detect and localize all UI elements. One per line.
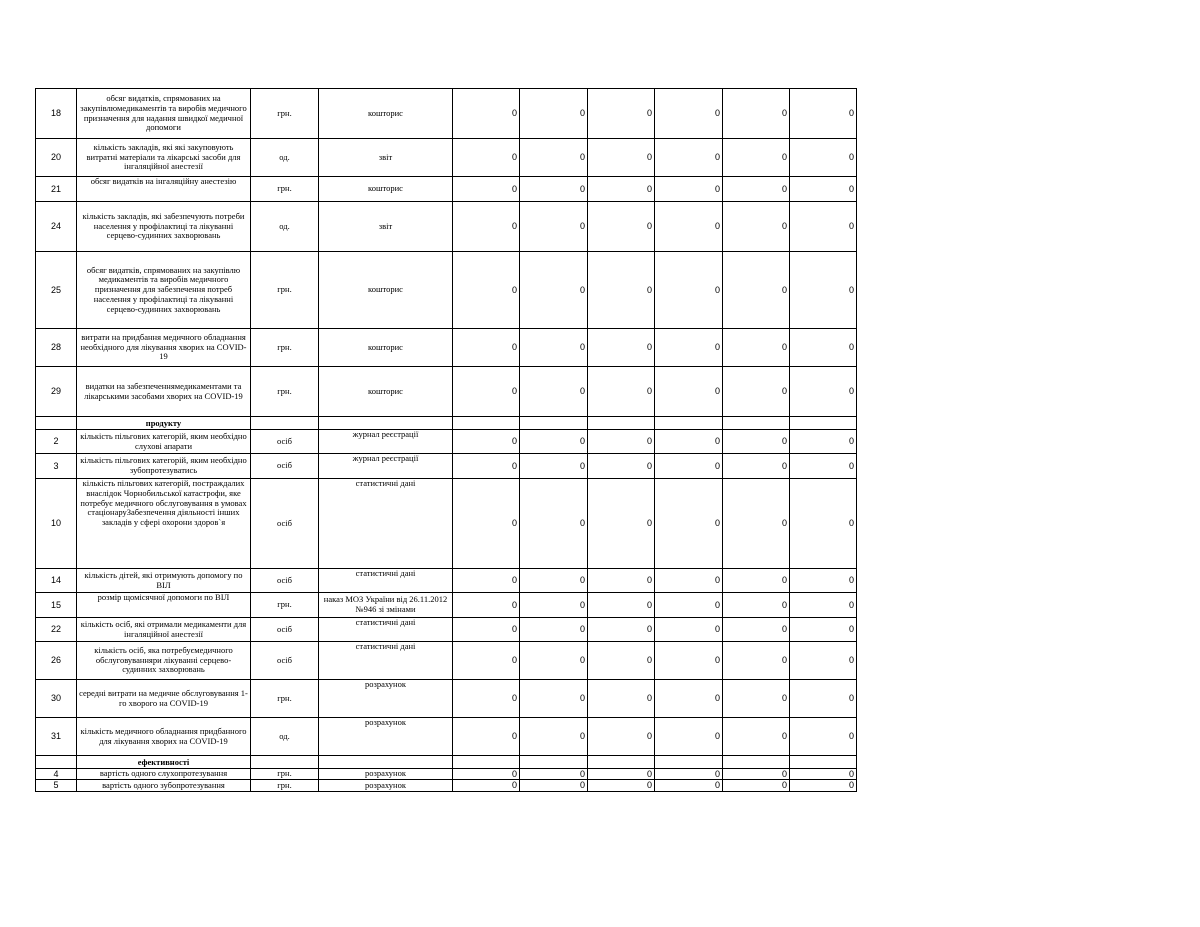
unit-cell: грн. (251, 367, 319, 417)
value-cell: 0 (520, 430, 588, 454)
value-cell: 0 (723, 329, 790, 367)
value-cell: 0 (655, 769, 723, 780)
value-cell: 0 (655, 430, 723, 454)
value-cell (588, 417, 655, 430)
table-row (36, 252, 857, 329)
source-cell (319, 417, 453, 430)
unit-cell: грн. (251, 252, 319, 329)
value-cell: 0 (453, 89, 520, 139)
unit-cell: осіб (251, 454, 319, 479)
table-row (36, 680, 857, 718)
value-cell: 0 (655, 642, 723, 680)
value-cell: 0 (655, 139, 723, 177)
indicator-name-cell: кількість осіб, яка потребуємедичного обслуговуванняри лікуванні серцево-судинних захворювань (77, 642, 251, 680)
value-cell: 0 (588, 780, 655, 791)
indicators-table-body (36, 89, 857, 792)
indicator-name-cell: кількість закладів, які які закуповують витратні матеріали та лікарські засоби для інгаляційної анестезії (77, 139, 251, 177)
value-cell: 0 (655, 177, 723, 202)
source-cell: наказ МОЗ України від 26.11.2012 №946 зі змінами (319, 593, 453, 618)
value-cell (655, 417, 723, 430)
value-cell: 0 (655, 680, 723, 718)
source-cell: кошторис (319, 329, 453, 367)
table-row (36, 202, 857, 252)
value-cell: 0 (790, 769, 857, 780)
row-number-cell: 30 (36, 680, 77, 718)
value-cell: 0 (453, 177, 520, 202)
value-cell: 0 (453, 139, 520, 177)
indicator-name-cell: кількість медичного обладнання придбанного для лікування хворих на COVID-19 (77, 718, 251, 756)
indicator-name-cell: обсяг видатків, спрямованих на закупівлюмедикаментів та виробів медичного призначення для надання швидкої медичної допомоги (77, 89, 251, 139)
value-cell: 0 (588, 139, 655, 177)
value-cell (723, 756, 790, 769)
value-cell: 0 (453, 680, 520, 718)
value-cell: 0 (790, 680, 857, 718)
unit-cell: грн. (251, 89, 319, 139)
value-cell: 0 (790, 202, 857, 252)
table-row (36, 593, 857, 618)
unit-cell: од. (251, 139, 319, 177)
value-cell: 0 (790, 642, 857, 680)
source-cell: звіт (319, 139, 453, 177)
value-cell: 0 (588, 177, 655, 202)
value-cell: 0 (453, 642, 520, 680)
table-row (36, 454, 857, 479)
source-cell: кошторис (319, 89, 453, 139)
value-cell (723, 417, 790, 430)
source-cell: розрахунок (319, 680, 453, 718)
indicator-name-cell: вартість одного слухопротезування (77, 769, 251, 780)
value-cell: 0 (453, 430, 520, 454)
value-cell: 0 (588, 479, 655, 569)
indicator-name-cell: обсяг видатків на інгаляційну анестезію (77, 177, 251, 202)
value-cell: 0 (520, 89, 588, 139)
value-cell (453, 756, 520, 769)
unit-cell: од. (251, 718, 319, 756)
value-cell (588, 756, 655, 769)
value-cell: 0 (520, 202, 588, 252)
value-cell: 0 (520, 780, 588, 791)
table-row (36, 89, 857, 139)
value-cell: 0 (655, 479, 723, 569)
value-cell: 0 (588, 202, 655, 252)
value-cell: 0 (588, 718, 655, 756)
value-cell: 0 (655, 718, 723, 756)
unit-cell: осіб (251, 642, 319, 680)
value-cell: 0 (453, 454, 520, 479)
indicator-name-cell: кількість пільгових категорій, постраждалих внаслідок Чорнобильської катастрофи, яке потребує медичного обслуговування в умовах стаціонаруЗабезпечення діяльності інших закладів у сфері охорони здоров`я (77, 479, 251, 569)
source-cell: звіт (319, 202, 453, 252)
section-title: продукту (77, 417, 251, 430)
value-cell (790, 756, 857, 769)
source-cell: кошторис (319, 367, 453, 417)
indicators-table (35, 88, 857, 792)
value-cell: 0 (655, 89, 723, 139)
value-cell: 0 (588, 329, 655, 367)
value-cell: 0 (588, 430, 655, 454)
value-cell: 0 (723, 769, 790, 780)
unit-cell: осіб (251, 569, 319, 593)
row-number-cell: 26 (36, 642, 77, 680)
value-cell (453, 417, 520, 430)
value-cell: 0 (520, 769, 588, 780)
row-number-cell: 10 (36, 479, 77, 569)
source-cell: статистичні дані (319, 569, 453, 593)
value-cell: 0 (790, 569, 857, 593)
value-cell: 0 (520, 593, 588, 618)
value-cell: 0 (453, 202, 520, 252)
section-header-row (36, 417, 857, 430)
indicator-name-cell: обсяг видатків, спрямованих на закупівлю медикаментів та виробів медичного призначення для забезпечення потреб населення у профілактиці та лікуванні серцево-судинних захворювань (77, 252, 251, 329)
value-cell: 0 (655, 367, 723, 417)
value-cell: 0 (790, 593, 857, 618)
indicator-name-cell: кількість пільгових категорій, яким необхідно слухові апарати (77, 430, 251, 454)
unit-cell (251, 417, 319, 430)
table-row (36, 430, 857, 454)
value-cell: 0 (723, 479, 790, 569)
source-cell (319, 756, 453, 769)
unit-cell (251, 756, 319, 769)
row-number-cell (36, 417, 77, 430)
value-cell: 0 (655, 252, 723, 329)
value-cell: 0 (588, 367, 655, 417)
row-number-cell: 21 (36, 177, 77, 202)
row-number-cell: 5 (36, 780, 77, 791)
row-number-cell: 25 (36, 252, 77, 329)
value-cell: 0 (453, 618, 520, 642)
table-row (36, 769, 857, 780)
value-cell: 0 (588, 593, 655, 618)
value-cell: 0 (453, 569, 520, 593)
value-cell: 0 (588, 454, 655, 479)
value-cell: 0 (520, 329, 588, 367)
value-cell: 0 (790, 252, 857, 329)
section-header-row (36, 756, 857, 769)
value-cell: 0 (655, 202, 723, 252)
value-cell: 0 (723, 430, 790, 454)
value-cell: 0 (520, 569, 588, 593)
value-cell: 0 (723, 202, 790, 252)
source-cell: статистичні дані (319, 479, 453, 569)
indicator-name-cell: вартість одного зубопротезування (77, 780, 251, 791)
value-cell: 0 (723, 593, 790, 618)
row-number-cell: 3 (36, 454, 77, 479)
indicator-name-cell: середні витрати на медичне обслуговування 1-го хворого на COVID-19 (77, 680, 251, 718)
unit-cell: грн. (251, 769, 319, 780)
row-number-cell: 24 (36, 202, 77, 252)
value-cell: 0 (520, 618, 588, 642)
value-cell: 0 (453, 718, 520, 756)
value-cell: 0 (723, 252, 790, 329)
value-cell: 0 (790, 454, 857, 479)
value-cell: 0 (723, 618, 790, 642)
value-cell: 0 (723, 680, 790, 718)
unit-cell: грн. (251, 680, 319, 718)
row-number-cell: 2 (36, 430, 77, 454)
indicator-name-cell: видатки на забезпеченнямедикаментами та лікарськими засобами хворих на COVID-19 (77, 367, 251, 417)
value-cell: 0 (520, 177, 588, 202)
value-cell: 0 (453, 329, 520, 367)
unit-cell: грн. (251, 177, 319, 202)
section-title: ефективності (77, 756, 251, 769)
value-cell: 0 (588, 769, 655, 780)
value-cell: 0 (453, 479, 520, 569)
unit-cell: грн. (251, 329, 319, 367)
value-cell: 0 (588, 680, 655, 718)
table-row (36, 780, 857, 791)
value-cell: 0 (723, 177, 790, 202)
table-row (36, 642, 857, 680)
source-cell: статистичні дані (319, 642, 453, 680)
unit-cell: осіб (251, 618, 319, 642)
value-cell (520, 756, 588, 769)
value-cell: 0 (790, 367, 857, 417)
row-number-cell: 15 (36, 593, 77, 618)
unit-cell: осіб (251, 430, 319, 454)
value-cell: 0 (723, 569, 790, 593)
table-row (36, 177, 857, 202)
row-number-cell: 22 (36, 618, 77, 642)
unit-cell: осіб (251, 479, 319, 569)
value-cell: 0 (588, 89, 655, 139)
value-cell: 0 (723, 367, 790, 417)
source-cell: розрахунок (319, 780, 453, 791)
row-number-cell: 20 (36, 139, 77, 177)
value-cell: 0 (723, 718, 790, 756)
source-cell: журнал реєстрації (319, 430, 453, 454)
value-cell: 0 (520, 252, 588, 329)
value-cell: 0 (790, 618, 857, 642)
unit-cell: од. (251, 202, 319, 252)
value-cell: 0 (723, 780, 790, 791)
value-cell: 0 (520, 367, 588, 417)
value-cell: 0 (588, 252, 655, 329)
source-cell: розрахунок (319, 718, 453, 756)
row-number-cell: 28 (36, 329, 77, 367)
table-row (36, 718, 857, 756)
table-row (36, 329, 857, 367)
value-cell: 0 (453, 769, 520, 780)
table-row (36, 618, 857, 642)
value-cell: 0 (453, 252, 520, 329)
table-row (36, 569, 857, 593)
indicator-name-cell: розмір щомісячної допомоги по ВІЛ (77, 593, 251, 618)
value-cell: 0 (655, 329, 723, 367)
value-cell (520, 417, 588, 430)
value-cell: 0 (453, 593, 520, 618)
value-cell: 0 (588, 642, 655, 680)
row-number-cell (36, 756, 77, 769)
source-cell: розрахунок (319, 769, 453, 780)
indicator-name-cell: витрати на придбання медичного обладнання необхідного для лікування хворих на COVID-19 (77, 329, 251, 367)
row-number-cell: 4 (36, 769, 77, 780)
value-cell (790, 417, 857, 430)
row-number-cell: 31 (36, 718, 77, 756)
value-cell: 0 (723, 139, 790, 177)
indicator-name-cell: кількість пільгових категорій, яким необхідно зубопротезуватись (77, 454, 251, 479)
value-cell: 0 (790, 329, 857, 367)
value-cell: 0 (790, 479, 857, 569)
value-cell: 0 (790, 177, 857, 202)
unit-cell: грн. (251, 780, 319, 791)
unit-cell: грн. (251, 593, 319, 618)
source-cell: кошторис (319, 252, 453, 329)
value-cell: 0 (453, 367, 520, 417)
value-cell: 0 (655, 618, 723, 642)
value-cell: 0 (723, 454, 790, 479)
value-cell: 0 (790, 139, 857, 177)
value-cell: 0 (588, 618, 655, 642)
value-cell: 0 (790, 780, 857, 791)
value-cell: 0 (655, 780, 723, 791)
value-cell: 0 (588, 569, 655, 593)
value-cell: 0 (520, 139, 588, 177)
source-cell: статистичні дані (319, 618, 453, 642)
value-cell (655, 756, 723, 769)
value-cell: 0 (723, 642, 790, 680)
value-cell: 0 (655, 454, 723, 479)
value-cell: 0 (520, 680, 588, 718)
table-row (36, 139, 857, 177)
row-number-cell: 29 (36, 367, 77, 417)
value-cell: 0 (790, 718, 857, 756)
value-cell: 0 (655, 593, 723, 618)
indicator-name-cell: кількість дітей, які отримують допомогу по ВІЛ (77, 569, 251, 593)
indicator-name-cell: кількість осіб, які отримали медикаменти для інгаляційної анестезії (77, 618, 251, 642)
value-cell: 0 (790, 430, 857, 454)
value-cell: 0 (723, 89, 790, 139)
indicator-name-cell: кількість закладів, які забезпечують потреби населення у профілактиці та лікуванні серцево-судинних захворювань (77, 202, 251, 252)
table-row (36, 367, 857, 417)
row-number-cell: 14 (36, 569, 77, 593)
value-cell: 0 (520, 479, 588, 569)
value-cell: 0 (790, 89, 857, 139)
value-cell: 0 (453, 780, 520, 791)
table-row (36, 479, 857, 569)
value-cell: 0 (520, 642, 588, 680)
value-cell: 0 (520, 454, 588, 479)
value-cell: 0 (520, 718, 588, 756)
value-cell: 0 (655, 569, 723, 593)
source-cell: кошторис (319, 177, 453, 202)
row-number-cell: 18 (36, 89, 77, 139)
source-cell: журнал реєстрації (319, 454, 453, 479)
